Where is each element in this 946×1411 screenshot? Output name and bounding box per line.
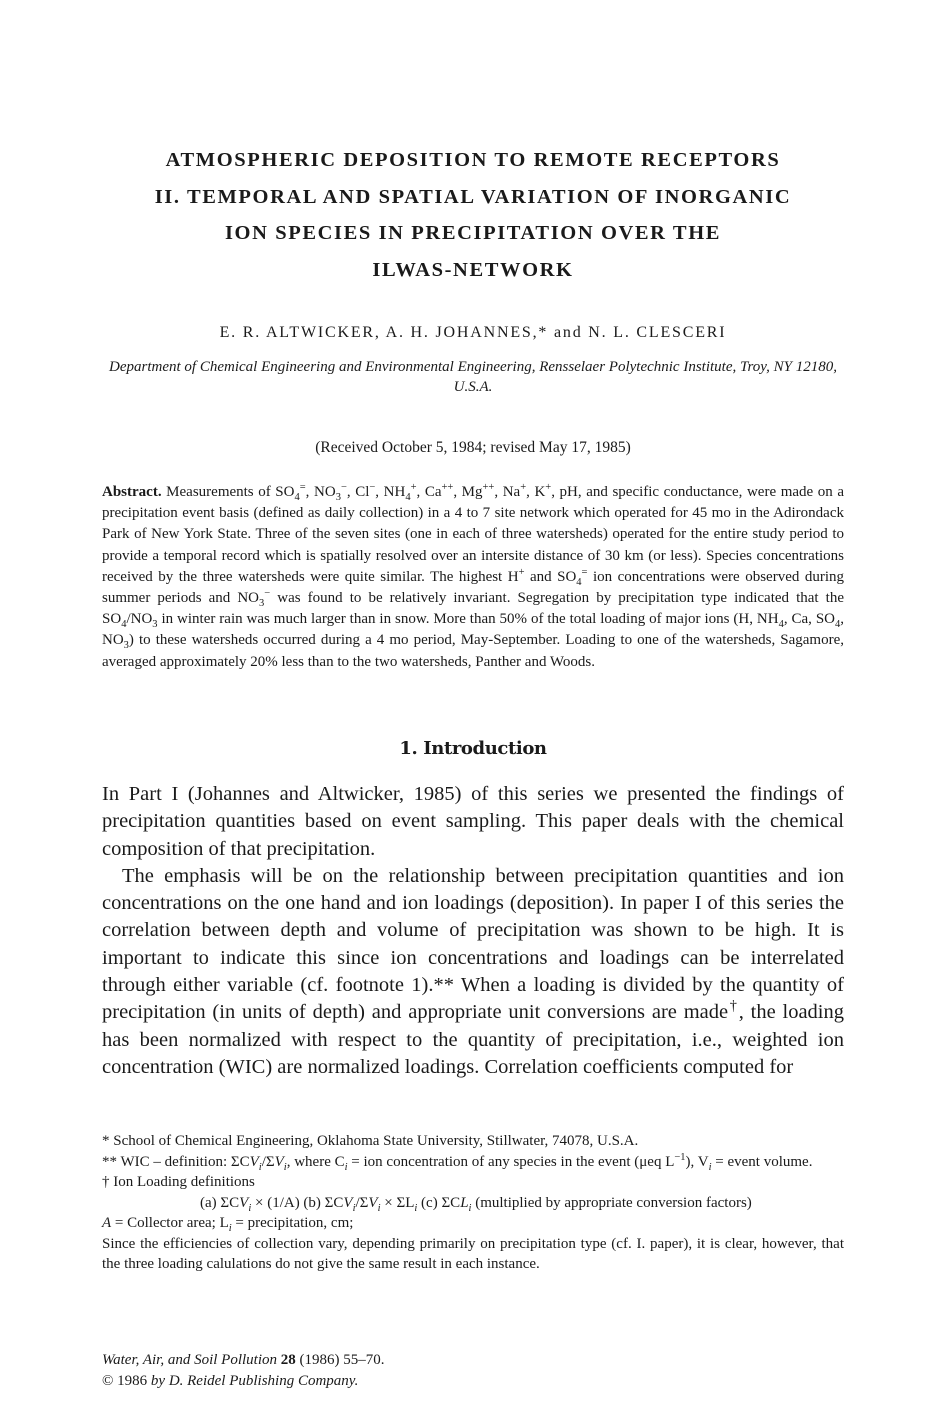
body-paragraph [102,863,844,1081]
footnotes [102,1131,844,1275]
article-title [100,142,846,288]
received-dates: (Received October 5, 1984; revised May 17, 1985) [315,439,631,456]
journal-pages: (1986) 55–70. [299,1352,385,1368]
publisher: by D. Reidel Publishing Company. [150,1372,359,1389]
footnote-text: (multiplied by appropriate conversion factors) [471,1194,752,1211]
footnote-text: ), V [685,1153,709,1170]
body-text-run: , the loading has been normalized with respect to the quantity of precipitation, i.e., weighted ion concentration (WIC) are normalized loadings. Correlation coefficients computed for [102,1001,844,1078]
title-line: ILWAS-NETWORK [372,258,574,281]
abstract-text: , NO [102,611,844,649]
abstract-text: , pH, and specific conductance, were made on a precipitation event basis (defined as daily collection) in a 4 to 7 site network which operated for 45 mo in the Adirondack Park of New York State. Three of the seven sites (one in each of three watersheds) operated for the entire study period to provide a temporal record which is spatially resolved over an intersite distance of 30 km (or less). Species concentrations received by the three watersheds were quite similar. The highest H [102,484,845,585]
abstract-text: , Ca [416,484,442,500]
abstract-text: , K [526,484,546,500]
footnote: * School of Chemical Engineering, Oklahoma State University, Stillwater, 74078, U.S.A. [102,1133,639,1149]
title-line: ATMOSPHERIC DEPOSITION TO REMOTE RECEPTORS [165,149,781,171]
dagger-mark: † [728,998,739,1015]
abstract-text: Measurements of SO [166,484,295,500]
abstract-text: and SO [524,568,577,585]
abstract-label: Abstract. [102,484,162,500]
abstract-text: , NO [305,484,336,500]
loading-definitions: (a) $\Sigma CV_i \times (1/A)$ (b) $\Sigma CV_i/\Sigma V_i \times \Sigma L_i$ (c) $\Sigma CL_i$ (multiplied by appropriate conversion factors) [200,1194,752,1214]
title-line: II. TEMPORAL AND SPATIAL VARIATION OF INORGANIC [154,185,792,208]
abstract-text: , Ca, SO [783,611,835,628]
footnote: A = Collector area; $L_i$ = precipitation, cm; [102,1215,354,1234]
footnote-text: × ΣL [380,1194,415,1211]
abstract-text: , NH [375,484,406,500]
journal-volume: 28 [280,1352,296,1368]
footnote-text: = event volume. [711,1153,813,1170]
footnote: ** WIC – definition: $\Sigma CV_i/\Sigma V_i$, where $C_i$ = ion concentration of any species in the event (μeq $L^{-1}$), $V_i$ = event volume. [102,1151,813,1173]
abstract-text: , Mg [453,484,483,500]
abstract-text: ion concentrations were observed during summer periods and NO [102,568,844,607]
journal-reference [102,1350,844,1371]
copyright-line [102,1371,844,1392]
affiliation: Department of Chemical Engineering and Environmental Engineering, Rensselaer Polytechnic Institute, Troy, NY 12180, U.S.A. [109,359,837,395]
abstract-text: , Na [494,484,521,500]
abstract-text: in winter rain was much larger than in snow. More than 50% of the total loading of major ions (H, NH [157,611,779,628]
journal-citation [102,1350,844,1391]
abstract: Abstract. Measurements of $SO_4^=$, $NO_3^-$, Cl−, $NH_4^+$, Ca++, Mg++, Na+, K+, pH, and specific conductance, were made on a precipitation event basis (defined as daily collection) in a 4 to 7 site network which operated for 45 mo in the Adirondack Park of New York State. Three of the seven sites (one in each of three watersheds) operated for the entire study period to provide a temporal record which is spatially resolved over an intersite distance of 30 km (or less). Species concentrations received by the three watersheds were quite similar. The highest H+ and $SO_4^=$ ion concentrations were observed during summer periods and $NO_3^-$ was found to be relatively invariant. Segregation by precipitation type indicated that the $SO_4/NO_3$ in winter rain was much larger than in snow. More than 50% of the total loading of major ions (H, $NH_4$, Ca, $SO_4$, $NO_3$) to these watersheds occurred during a 4 mo period, May-September. Loading to one of the watersheds, Sagamore, averaged approximately 20% less than to the two watersheds, Panther and Woods. [102,482,845,670]
section-heading: 1. Introduction [399,738,547,759]
footnote-text: = ion concentration of any species in the event (μeq L [347,1153,675,1170]
abstract-text: was found to be relatively invariant. Segregation by precipitation type indicated that the SO [102,590,844,628]
footnote: † Ion Loading definitions [102,1174,255,1190]
author-list: E. R. ALTWICKER, A. H. JOHANNES,* and N. L. CLESCERI [219,324,727,341]
footnote-text: × (1/A) (b) ΣC [251,1194,344,1211]
body-text-run: The emphasis will be on the relationship between precipitation quantities and ion concentrations on the one hand and ion loadings (deposition). In paper I of this series the correlation between depth and volume of precipitation was shown to be high. It is important to indicate this since ion concentrations and loadings can be interrelated through either variable (cf. footnote 1).** When a loading is divided by the quantity of precipitation (in units of depth) and appropriate unit conversions are made [102,864,844,1024]
abstract-text: , Cl [346,484,370,500]
abstract-text: ) to these watersheds occurred during a 4 mo period, May-September. Loading to one of the watersheds, Sagamore, averaged approximately 20% less than to the two watersheds, Panther and Woods. [102,632,844,670]
body-paragraph: In Part I (Johannes and Altwicker, 1985) of this series we presented the findings of precipitation quantities based on event sampling. This paper deals with the chemical composition of that precipitation. [102,783,844,860]
title-line: ION SPECIES IN PRECIPITATION OVER THE [224,222,722,244]
footnote-text: = Collector area; L [111,1215,229,1231]
footnote: Since the efficiencies of collection vary, depending primarily on precipitation type (cf. I. paper), it is clear, however, that the three loading calulations do not give the same result in each instance. [102,1235,844,1272]
abstract-text: /NO [126,611,153,628]
footnote-text: ** WIC – definition: ΣC [102,1153,250,1170]
footnote-text: (c) ΣC [417,1194,461,1211]
journal-name: Water, Air, and Soil Pollution [102,1352,278,1368]
footnote-text: = precipitation, cm; [231,1215,354,1231]
footnote-text: , where C [286,1153,345,1170]
footnote-text: (a) ΣC [200,1194,240,1211]
body-text [102,781,844,1081]
copyright-year: © 1986 [102,1372,148,1389]
footnote-text: A [102,1215,112,1231]
